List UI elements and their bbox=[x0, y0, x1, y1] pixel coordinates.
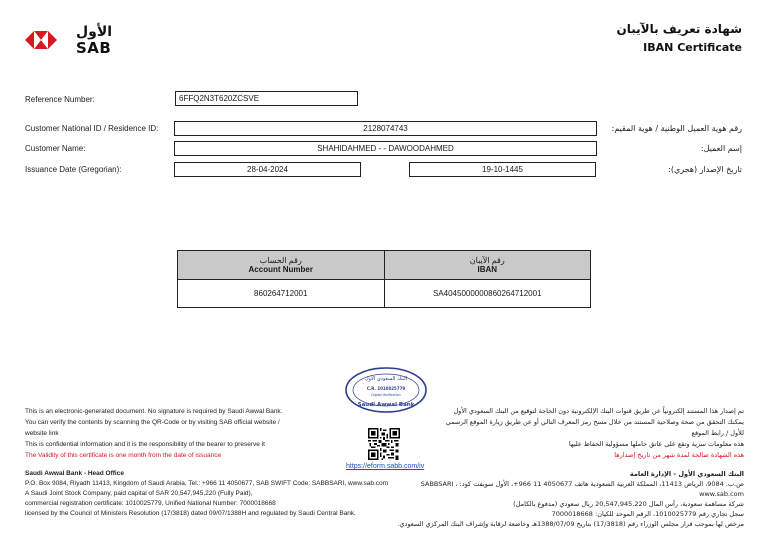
iban-header-ar: رقم الآيبان bbox=[469, 256, 505, 265]
address-ar-line3: شركة مساهمة سعودية، رأس المال 20,547,945,220 ريال سعودي (مدفوع بالكامل) bbox=[513, 500, 744, 508]
footer-notice-ar bbox=[424, 406, 744, 461]
sab-logo-icon bbox=[25, 27, 57, 53]
footer-en-line2: You can verify the contents by scanning the QR-Code or by visiting SAB official website / bbox=[25, 419, 280, 426]
stamp-line4: Saudi Awwal Bank bbox=[357, 402, 415, 408]
footer-en-validity: The Validity of this certificate is one month from the date of issuance bbox=[25, 452, 222, 459]
verification-link[interactable]: https://eform.sabb.com/iv bbox=[346, 463, 425, 470]
footer-ar-line3: للأول / رابط الموقع bbox=[691, 429, 744, 437]
stamp-line3: Digital Verification bbox=[371, 393, 401, 397]
brand-name-en: SAB bbox=[76, 39, 112, 57]
issuance-date-label: Issuance Date (Gregorian): bbox=[25, 165, 122, 174]
footer-en-line3: website link bbox=[25, 430, 59, 437]
reference-label: Reference Number: bbox=[25, 95, 95, 104]
qr-code-icon[interactable] bbox=[368, 428, 400, 460]
footer-notice-en bbox=[25, 406, 325, 461]
customer-name-value: SHAHIDAHMED - - DAWOODAHMED bbox=[174, 141, 597, 156]
bank-stamp-icon bbox=[344, 366, 428, 414]
address-en-line5: licensed by the Council of Ministers Resolution (17/3818) dated 09/07/1388H and regulated by Saudi Central Bank. bbox=[25, 510, 356, 517]
footer-en-line4: This is confidential information and it is the responsibility of the bearer to preserve it bbox=[25, 441, 265, 448]
iban-header-en: IBAN bbox=[477, 265, 498, 274]
address-ar-line4: سجل تجاري رقم 1010025779، الرقم الموحد للكيان: 7000018668 bbox=[551, 510, 744, 518]
national-id-label: Customer National ID / Residence ID: bbox=[25, 124, 159, 133]
iban-header bbox=[384, 251, 591, 280]
certificate-title-ar: شهادة تعريف بالآيبان bbox=[616, 22, 742, 36]
account-number-value: 860264712001 bbox=[178, 280, 385, 308]
address-en-line2: P.O. Box 9084, Riyadh 11413, Kingdom of Saudi Arabia, Tel.: +966 11 4050677, SAB SWIFT Code: SABBSARI, www.sab.com bbox=[25, 480, 389, 487]
reference-value: 6FFQ2N3T620ZCSVE bbox=[175, 91, 358, 106]
footer-ar-line4: هذه معلومات سرية وتقع على عاتق حاملها مسؤولية الحفاظ عليها bbox=[568, 440, 744, 448]
footer-ar-line1: تم إصدار هذا المستند إلكترونياً عن طريق قنوات البنك الإلكترونية دون الحاجة لتوقيع من البنك السعودي الأول bbox=[453, 407, 744, 415]
account-number-header-ar: رقم الحساب bbox=[259, 256, 302, 265]
national-id-label-ar: رقم هوية العميل الوطنية / هوية المقيم: bbox=[611, 124, 742, 133]
account-number-header-en: Account Number bbox=[248, 265, 313, 274]
footer-ar-validity: هذه الشهادة صالحة لمدة شهر من تاريخ إصدارها bbox=[614, 451, 744, 459]
customer-name-label: Customer Name: bbox=[25, 144, 86, 153]
address-en-title: Saudi Awwal Bank - Head Office bbox=[25, 470, 124, 477]
footer-ar-line2: يمكنك التحقق من صحة وصلاحية المستند من خلال مسح رمز المعرف التالي أو عن طريق زيارة الموقع الرسمي bbox=[445, 418, 744, 426]
address-block-ar bbox=[384, 469, 744, 529]
table-row bbox=[178, 280, 591, 308]
address-ar-line5: مرخص لها بموجب قرار مجلس الوزراء رقم (17/3818) بتاريخ 1388/07/09هـ وخاضعة لرقابة وإشراف البنك المركزي السعودي. bbox=[397, 520, 744, 528]
account-number-header bbox=[178, 251, 385, 280]
issuance-date-gregorian: 28-04-2024 bbox=[174, 162, 361, 177]
address-en-line4: commercial registration certificate: 1010025779, Unified National Number: 7000018668 bbox=[25, 500, 276, 507]
stamp-line1: البنك السعودي الأول bbox=[364, 376, 408, 382]
address-en-line3: A Saudi Joint Stock Company, paid capital of SAR 20,547,945,220 (Fully Paid), bbox=[25, 490, 253, 497]
footer-en-line1: This is an electronic-generated document. No signature is required by Saudi Awwal Bank. bbox=[25, 408, 283, 415]
address-ar-line2: ص.ب. 9084، الرياض 11413، المملكة العربية السعودية هاتف 4050677 11 966+، الأول سويفت كود: SABBSARI ، www.sab.com bbox=[420, 480, 744, 498]
account-table bbox=[177, 250, 591, 308]
brand-name-ar: الأول bbox=[76, 24, 113, 40]
issuance-date-label-ar: تاريخ الإصدار (هجري): bbox=[668, 165, 742, 174]
iban-value: SA4045000000860264712001 bbox=[384, 280, 591, 308]
address-block-en bbox=[25, 469, 405, 519]
stamp-line2: C.R. 1010025779 bbox=[366, 386, 406, 391]
issuance-date-hijri: 19-10-1445 bbox=[409, 162, 596, 177]
national-id-value: 2128074743 bbox=[174, 121, 597, 136]
certificate-title-en: IBAN Certificate bbox=[643, 41, 742, 54]
address-ar-title: البنك السعودي الأول - الإدارة العامة bbox=[629, 470, 744, 478]
customer-name-label-ar: إسم العميل: bbox=[700, 144, 742, 153]
